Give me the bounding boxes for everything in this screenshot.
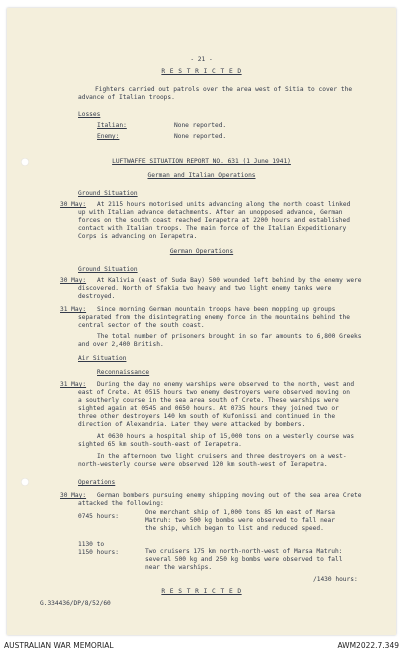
text-line: contact with Italian troops. The main force of the Italian Expeditionary	[78, 225, 347, 232]
entry-date: 30 May:	[60, 277, 87, 284]
classification-bottom: R E S T R I C T E D	[161, 588, 242, 595]
text-line: attacked the following:	[78, 500, 164, 507]
losses-heading: Losses	[78, 111, 101, 118]
italian-value: None reported.	[174, 122, 227, 129]
section-heading: Operations	[78, 479, 116, 486]
intro-line: advance of Italian troops.	[78, 94, 175, 101]
text-line: and over 2,400 British.	[78, 341, 164, 348]
text-line: German bombers pursuing enemy shipping moving out of the sea area Crete	[97, 492, 362, 499]
text-line: near the warships.	[145, 564, 213, 571]
text-line: up with Italian advance detachments. After an unopposed advance, German	[78, 209, 343, 216]
enemy-value: None reported.	[174, 133, 227, 140]
report-title: LUFTWAFFE SITUATION REPORT NO. 631 (1 June 1941)	[112, 158, 291, 165]
text-line: Since morning German mountain troops have been mopping up groups	[97, 306, 336, 313]
time-label: 0745 hours:	[78, 513, 119, 520]
text-line: At 0630 hours a hospital ship of 15,000 tons on a westerly course was	[97, 433, 355, 440]
classification-top: R E S T R I C T E D	[161, 68, 242, 75]
page-number: - 21 -	[190, 56, 213, 63]
text-line: forces on the south coast reached Ierapetra at 2200 hours and established	[78, 217, 350, 224]
catchword: /1430 hours:	[313, 576, 358, 583]
text-line: At 2115 hours motorised units advancing along the north coast linked	[97, 201, 351, 208]
entry-date: 30 May:	[60, 492, 87, 499]
text-line: direction of Alexandria. Later they were attacked by bombers.	[78, 421, 306, 428]
text-line: three other destroyers 140 km south of Kufonissi and continued in the	[78, 413, 336, 420]
text-line: east of Crete. At 0515 hours two enemy destroyers were observed moving on	[78, 389, 350, 396]
text-line: In the afternoon two light cruisers and three destroyers on a west-	[97, 453, 347, 460]
section-title: German and Italian Operations	[147, 172, 256, 179]
text-line: The total number of prisoners brought in so far amounts to 6,800 Greeks	[97, 333, 362, 340]
text-line: a southerly course in the sea area south of Crete. These warships were	[78, 397, 339, 404]
intro-line: Fighters carried out patrols over the area west of Sitia to cover the	[95, 86, 353, 93]
archive-footer	[0, 638, 403, 653]
section-heading: Air Situation	[78, 355, 127, 362]
italian-label: Italian:	[97, 122, 127, 129]
entry-date: 31 May:	[60, 381, 87, 388]
text-line: Matruh: two 500 kg bombs were observed to fall near	[145, 517, 335, 524]
text-line: destroyed.	[78, 293, 116, 300]
enemy-label: Enemy:	[97, 133, 120, 140]
text-line: central sector of the south coast.	[78, 322, 205, 329]
entry-date: 30 May:	[60, 201, 87, 208]
text-line: sighted again at 0545 and 0650 hours. At 0735 hours they joined two or	[78, 405, 339, 412]
punch-hole	[21, 478, 29, 486]
document-page	[7, 8, 396, 635]
text-line: discovered. North of Sfakia two heavy and two light enemy tanks were	[78, 285, 332, 292]
archive-name: AUSTRALIAN WAR MEMORIAL	[4, 641, 114, 650]
text-line: At Kalivia (east of Suda Bay) 500 wounded left behind by the enemy were	[97, 277, 362, 284]
time-label: 1150 hours:	[78, 549, 119, 556]
archive-id: AWM2022.7.349	[337, 641, 399, 650]
time-label: 1130 to	[78, 541, 105, 548]
entry-date: 31 May:	[60, 306, 87, 313]
text-line: sighted 65 km south-south-east of Ierapetra.	[78, 441, 242, 448]
text-line: Corps is advancing on Ierapetra.	[78, 233, 198, 240]
text-line: the ship, which began to list and reduced speed.	[145, 525, 324, 532]
document-reference: G.334436/DP/8/52/60	[40, 600, 111, 607]
section-title: German Operations	[169, 248, 234, 255]
text-line: One merchant ship of 1,000 tons 85 km east of Marsa	[145, 509, 335, 516]
text-line: separated from the disintegrating enemy force in the mountains behind the	[78, 314, 350, 321]
text-line: north-westerly course were observed 120 km south-west of Ierapetra.	[78, 461, 328, 468]
subsection-heading: Reconnaissance	[97, 369, 150, 376]
text-line: several 500 kg and 250 kg bombs were observed to fall	[145, 556, 343, 563]
section-heading: Ground Situation	[78, 190, 138, 197]
text-line: Two cruisers 175 km north-north-west of Marsa Matruh:	[145, 548, 343, 555]
section-heading: Ground Situation	[78, 266, 138, 273]
text-line: During the day no enemy warships were observed to the north, west and	[97, 381, 355, 388]
